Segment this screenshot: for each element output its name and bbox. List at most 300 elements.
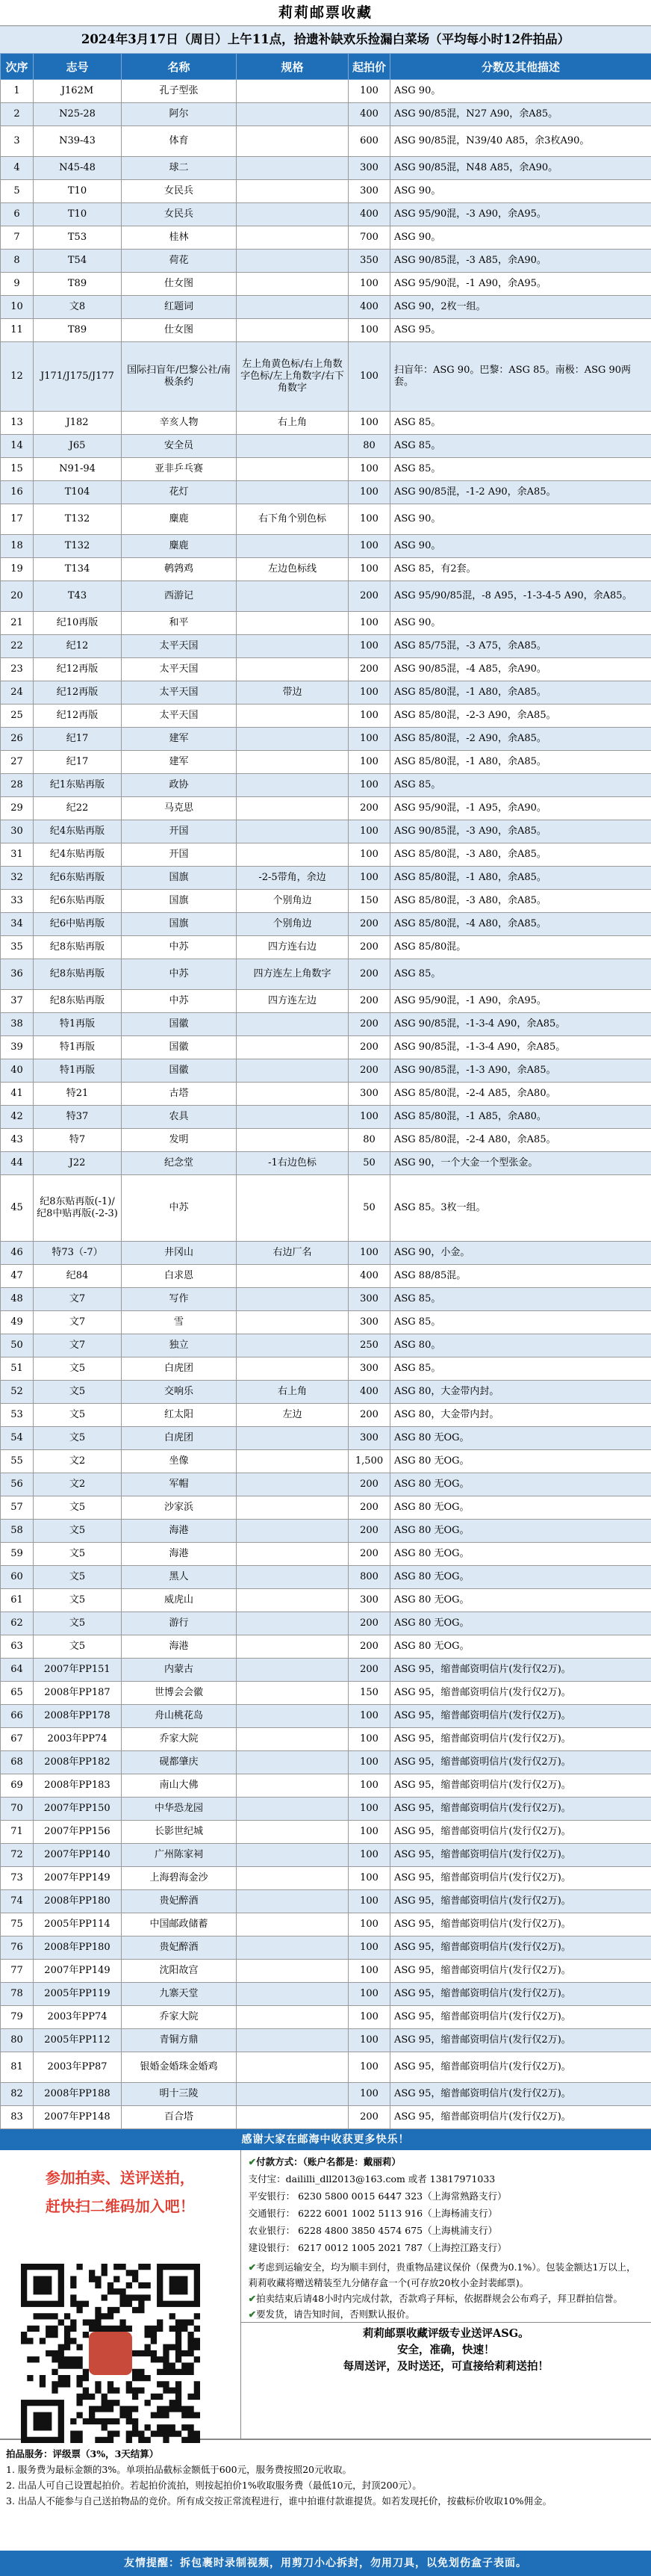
table-row	[1, 2029, 651, 2052]
lot-price: 200	[349, 1543, 390, 1566]
table-row	[1, 226, 651, 250]
lot-desc: ASG 90/85混，N48 A85，余A90。	[390, 157, 651, 180]
table-row	[1, 936, 651, 959]
table-row	[1, 558, 651, 581]
lot-name: 交响乐	[122, 1381, 237, 1404]
lot-price: 100	[349, 2029, 390, 2052]
lot-code: 特1再版	[34, 1036, 122, 1059]
thanks-banner: 感谢大家在邮海中收获更多快乐！	[0, 2129, 651, 2150]
lot-price: 100	[349, 2052, 390, 2083]
lot-code: 文5	[34, 1589, 122, 1612]
lot-code: 文8	[34, 296, 122, 319]
lot-name: 国徽	[122, 1036, 237, 1059]
lot-price: 100	[349, 80, 390, 103]
lot-spec: 四方连右边	[237, 936, 349, 959]
lot-price: 100	[349, 1728, 390, 1751]
lot-name: 辛亥人物	[122, 412, 237, 435]
lot-spec	[237, 1960, 349, 1983]
lot-price: 400	[349, 296, 390, 319]
lot-price: 100	[349, 1751, 390, 1774]
lot-code: T10	[34, 180, 122, 203]
lot-price: 100	[349, 458, 390, 481]
lot-code: T132	[34, 535, 122, 558]
table-row	[1, 959, 651, 990]
lot-code: 纪8东贴再版	[34, 959, 122, 990]
table-row	[1, 1890, 651, 1913]
lot-name: 农具	[122, 1106, 237, 1129]
lot-number: 42	[1, 1106, 34, 1129]
lot-price: 400	[349, 1265, 390, 1288]
lot-number: 13	[1, 412, 34, 435]
lot-name: 政协	[122, 774, 237, 797]
table-row	[1, 1543, 651, 1566]
table-row	[1, 1913, 651, 1936]
lot-spec	[237, 2106, 349, 2129]
lot-spec	[237, 1936, 349, 1960]
lot-number: 56	[1, 1473, 34, 1496]
lot-number: 28	[1, 774, 34, 797]
lot-spec	[237, 1728, 349, 1751]
lot-price: 200	[349, 936, 390, 959]
lot-spec	[237, 1059, 349, 1083]
col-header-code: 志号	[34, 54, 122, 80]
lot-price: 100	[349, 1983, 390, 2006]
lot-name: 古塔	[122, 1083, 237, 1106]
lot-desc: ASG 80 无OG。	[390, 1589, 651, 1612]
lot-number: 10	[1, 296, 34, 319]
lot-price: 100	[349, 751, 390, 774]
lot-spec	[237, 1635, 349, 1659]
lot-code: N91-94	[34, 458, 122, 481]
lot-desc: ASG 95，缩普邮资明信片(发行仅2万)。	[390, 1728, 651, 1751]
lot-desc: ASG 80 无OG。	[390, 1520, 651, 1543]
lot-name: 沈阳故宫	[122, 1960, 237, 1983]
table-row	[1, 458, 651, 481]
lot-number: 18	[1, 535, 34, 558]
col-header-name: 名称	[122, 54, 237, 80]
lot-name: 九寨天堂	[122, 1983, 237, 2006]
lot-name: 国徽	[122, 1059, 237, 1083]
lot-name: 鹌鹑鸡	[122, 558, 237, 581]
lot-name: 开国	[122, 843, 237, 867]
lot-desc: ASG 88/85混。	[390, 1265, 651, 1288]
table-row	[1, 1566, 651, 1589]
grading-line-2: 安全，准确，快速！	[241, 2342, 651, 2359]
lot-desc: ASG 85。	[390, 1311, 651, 1334]
lot-code: T104	[34, 481, 122, 504]
lot-spec	[237, 80, 349, 103]
col-header-price: 起拍价	[349, 54, 390, 80]
lot-name: 独立	[122, 1334, 237, 1357]
lot-price: 400	[349, 203, 390, 226]
lot-name: 长影世纪城	[122, 1821, 237, 1844]
lot-code: 纪6东贴再版	[34, 867, 122, 890]
lot-desc: ASG 95，缩普邮资明信片(发行仅2万)。	[390, 2029, 651, 2052]
lot-name: 国际扫盲年/巴黎公社/南极条约	[122, 342, 237, 412]
lot-spec	[237, 1890, 349, 1913]
lot-number: 72	[1, 1844, 34, 1867]
lot-price: 100	[349, 342, 390, 412]
table-row	[1, 535, 651, 558]
lot-spec	[237, 1612, 349, 1635]
lot-code: T43	[34, 581, 122, 612]
lot-code: 文5	[34, 1612, 122, 1635]
lot-number: 30	[1, 820, 34, 843]
lot-desc: ASG 90。	[390, 612, 651, 635]
table-row	[1, 1404, 651, 1427]
lot-name: 荷花	[122, 250, 237, 273]
lot-spec	[237, 1311, 349, 1334]
lot-desc: ASG 95，缩普邮资明信片(发行仅2万)。	[390, 2006, 651, 2029]
lot-price: 100	[349, 820, 390, 843]
lot-name: 中苏	[122, 990, 237, 1013]
lot-desc: ASG 95，缩普邮资明信片(发行仅2万)。	[390, 1705, 651, 1728]
lot-price: 100	[349, 843, 390, 867]
lot-number: 75	[1, 1913, 34, 1936]
table-row	[1, 435, 651, 458]
lot-price: 200	[349, 658, 390, 681]
lot-desc: ASG 95，缩普邮资明信片(发行仅2万)。	[390, 1751, 651, 1774]
lot-number: 7	[1, 226, 34, 250]
lot-name: 球二	[122, 157, 237, 180]
lot-number: 36	[1, 959, 34, 990]
lot-price: 100	[349, 1106, 390, 1129]
lot-price: 1,500	[349, 1450, 390, 1473]
lot-number: 41	[1, 1083, 34, 1106]
lot-number: 27	[1, 751, 34, 774]
lot-name: 中华恐龙园	[122, 1798, 237, 1821]
lot-name: 白求恩	[122, 1265, 237, 1288]
lot-spec	[237, 1288, 349, 1311]
lot-spec	[237, 1844, 349, 1867]
table-row	[1, 203, 651, 226]
table-row	[1, 1242, 651, 1265]
lot-code: 特37	[34, 1106, 122, 1129]
lot-desc: ASG 95，缩普邮资明信片(发行仅2万)。	[390, 1844, 651, 1867]
table-row	[1, 319, 651, 342]
lot-number: 20	[1, 581, 34, 612]
lot-spec	[237, 296, 349, 319]
lot-price: 100	[349, 481, 390, 504]
lot-spec	[237, 658, 349, 681]
table-row	[1, 890, 651, 913]
rules-title: 拍品服务：评级票（3%，3天结算）	[6, 2446, 645, 2462]
lot-desc: ASG 95，缩普邮资明信片(发行仅2万)。	[390, 1659, 651, 1682]
lot-price: 200	[349, 1013, 390, 1036]
lot-number: 64	[1, 1659, 34, 1682]
lot-number: 46	[1, 1242, 34, 1265]
lot-number: 61	[1, 1589, 34, 1612]
lot-spec	[237, 581, 349, 612]
lot-code: 文2	[34, 1473, 122, 1496]
lot-desc: ASG 90/85混，N27 A90，余A85。	[390, 103, 651, 126]
lot-desc: ASG 90/85混，-3 A85，余A90。	[390, 250, 651, 273]
lot-desc: ASG 90/85混，-1-3-4 A90，余A85。	[390, 1036, 651, 1059]
lot-spec	[237, 126, 349, 157]
lot-spec	[237, 820, 349, 843]
lot-price: 300	[349, 157, 390, 180]
lot-code: 2008年PP188	[34, 2083, 122, 2106]
lot-price: 300	[349, 1083, 390, 1106]
lot-spec	[237, 612, 349, 635]
payment-info	[241, 2150, 651, 2256]
lot-code: 文2	[34, 1450, 122, 1473]
lot-code: 文5	[34, 1566, 122, 1589]
lot-name: 坐像	[122, 1450, 237, 1473]
lot-code: 2007年PP148	[34, 2106, 122, 2129]
lot-name: 发明	[122, 1129, 237, 1152]
lot-code: 纪22	[34, 797, 122, 820]
notes	[241, 2256, 651, 2322]
lot-price: 100	[349, 558, 390, 581]
lot-price: 400	[349, 1381, 390, 1404]
lot-desc: ASG 95/90/85混，-8 A95，-1-3-4-5 A90，余A85。	[390, 581, 651, 612]
lot-name: 桂林	[122, 226, 237, 250]
table-row	[1, 1106, 651, 1129]
lot-price: 100	[349, 1844, 390, 1867]
note-item: ✔拍卖结束后请48小时内完成付款，否款鸡子拜标，依据群规会公布鸡子，拜卫群拍信誉。	[249, 2291, 644, 2306]
lot-name: 百合塔	[122, 2106, 237, 2129]
qr-code-icon[interactable]	[21, 2264, 200, 2443]
alipay-line: 支付宝：daililli_dll2013@163.com 或者 13817971033	[249, 2170, 644, 2188]
lot-name: 红题词	[122, 296, 237, 319]
lot-spec	[237, 728, 349, 751]
page-subtitle: 2024年3月17日（周日）上午11点，拾遗补缺欢乐捡漏白菜场（平均每小时12件拍品）	[0, 25, 651, 53]
lot-number: 21	[1, 612, 34, 635]
table-row	[1, 1311, 651, 1334]
lot-code: 纪17	[34, 728, 122, 751]
lot-price: 200	[349, 1612, 390, 1635]
lot-spec	[237, 435, 349, 458]
lot-price: 100	[349, 1936, 390, 1960]
lot-spec: 右下角个别色标	[237, 504, 349, 535]
lot-price: 100	[349, 1774, 390, 1798]
lot-name: 国徽	[122, 1013, 237, 1036]
col-header-no: 次序	[1, 54, 34, 80]
lot-price: 200	[349, 1059, 390, 1083]
lot-spec	[237, 843, 349, 867]
lot-code: J65	[34, 435, 122, 458]
lot-price: 800	[349, 1566, 390, 1589]
table-row	[1, 2083, 651, 2106]
table-row	[1, 273, 651, 296]
lot-spec	[237, 1357, 349, 1381]
lot-price: 200	[349, 1404, 390, 1427]
lot-name: 广州陈家祠	[122, 1844, 237, 1867]
lot-spec	[237, 2006, 349, 2029]
bank-line: 建设银行： 6217 0012 1005 2021 787（上海控江路支行）	[249, 2239, 644, 2256]
lot-desc: ASG 95，缩普邮资明信片(发行仅2万)。	[390, 1682, 651, 1705]
lot-spec: 带边	[237, 681, 349, 705]
table-row	[1, 126, 651, 157]
lot-name: 世博会会徽	[122, 1682, 237, 1705]
lot-desc: ASG 80，大金带内封。	[390, 1404, 651, 1427]
table-row	[1, 180, 651, 203]
lot-desc: ASG 85。	[390, 458, 651, 481]
lot-name: 建军	[122, 728, 237, 751]
lot-number: 1	[1, 80, 34, 103]
lot-code: 2003年PP74	[34, 1728, 122, 1751]
lot-code: 特7	[34, 1129, 122, 1152]
lot-spec	[237, 635, 349, 658]
lot-name: 银婚金婚珠金婚鸡	[122, 2052, 237, 2083]
lot-spec	[237, 1473, 349, 1496]
lot-code: 2008年PP178	[34, 1705, 122, 1728]
lot-number: 68	[1, 1751, 34, 1774]
lot-name: 中苏	[122, 1175, 237, 1242]
lot-desc: ASG 90，2枚一组。	[390, 296, 651, 319]
lot-name: 麋鹿	[122, 504, 237, 535]
lot-number: 24	[1, 681, 34, 705]
grading-line-1: 莉莉邮票收藏评级专业送评ASG。	[241, 2326, 651, 2342]
table-row	[1, 1473, 651, 1496]
promo-line-1: 参加拍卖、送评送拍，	[0, 2164, 240, 2192]
lot-number: 78	[1, 1983, 34, 2006]
lot-price: 200	[349, 1496, 390, 1520]
lot-desc: ASG 85。3枚一组。	[390, 1175, 651, 1242]
lot-name: 仕女图	[122, 319, 237, 342]
lot-price: 100	[349, 774, 390, 797]
lot-code: T54	[34, 250, 122, 273]
note-item: ✔要发货，请告知时间，否则默认报价。	[249, 2306, 644, 2322]
lot-desc: ASG 85/80混，-1 A85，余A80。	[390, 1106, 651, 1129]
lot-code: 文5	[34, 1404, 122, 1427]
lot-name: 阿尔	[122, 103, 237, 126]
lot-code: 纪12再版	[34, 658, 122, 681]
table-row	[1, 1612, 651, 1635]
lot-price: 100	[349, 1705, 390, 1728]
lot-name: 红太阳	[122, 1404, 237, 1427]
lot-price: 100	[349, 2083, 390, 2106]
lot-name: 孔子型张	[122, 80, 237, 103]
lot-desc: ASG 90。	[390, 226, 651, 250]
lot-code: 2007年PP140	[34, 1844, 122, 1867]
lot-code: T89	[34, 273, 122, 296]
lot-spec: 右上角	[237, 1381, 349, 1404]
table-row	[1, 681, 651, 705]
table-row	[1, 728, 651, 751]
table-row	[1, 635, 651, 658]
lot-number: 74	[1, 1890, 34, 1913]
lot-desc: ASG 80，大金带内封。	[390, 1381, 651, 1404]
lot-price: 200	[349, 2106, 390, 2129]
table-row	[1, 1152, 651, 1175]
bank-line: 交通银行： 6222 6001 1002 5113 916（上海杨浦支行）	[249, 2205, 644, 2222]
lot-price: 100	[349, 273, 390, 296]
lot-desc: ASG 95，缩普邮资明信片(发行仅2万)。	[390, 2052, 651, 2083]
lot-spec	[237, 2029, 349, 2052]
lot-desc: ASG 85。	[390, 435, 651, 458]
lot-number: 6	[1, 203, 34, 226]
lot-name: 太平天国	[122, 635, 237, 658]
lot-name: 女民兵	[122, 180, 237, 203]
table-row	[1, 1659, 651, 1682]
lot-number: 49	[1, 1311, 34, 1334]
lot-desc: ASG 85/80混。	[390, 936, 651, 959]
lot-number: 17	[1, 504, 34, 535]
lot-code: T132	[34, 504, 122, 535]
lot-spec: 四方连左边	[237, 990, 349, 1013]
lot-spec	[237, 1659, 349, 1682]
lot-spec	[237, 203, 349, 226]
lot-number: 69	[1, 1774, 34, 1798]
table-row	[1, 1682, 651, 1705]
lot-price: 150	[349, 1682, 390, 1705]
lot-code: 文5	[34, 1496, 122, 1520]
table-row	[1, 867, 651, 890]
lot-desc: ASG 80 无OG。	[390, 1473, 651, 1496]
lot-desc: ASG 85/80混，-4 A80，余A85。	[390, 913, 651, 936]
lot-desc: ASG 95，缩普邮资明信片(发行仅2万)。	[390, 1890, 651, 1913]
table-row	[1, 2106, 651, 2129]
lot-number: 38	[1, 1013, 34, 1036]
lot-name: 纪念堂	[122, 1152, 237, 1175]
table-row	[1, 1728, 651, 1751]
payment-panel	[241, 2150, 651, 2439]
lot-desc: ASG 80 无OG。	[390, 1612, 651, 1635]
lot-code: T134	[34, 558, 122, 581]
lot-code: 2003年PP74	[34, 2006, 122, 2029]
table-row	[1, 412, 651, 435]
lot-spec	[237, 1751, 349, 1774]
lot-spec	[237, 535, 349, 558]
lot-number: 76	[1, 1936, 34, 1960]
lot-number: 57	[1, 1496, 34, 1520]
lot-desc: ASG 85/80混，-2-4 A80，余A85。	[390, 1129, 651, 1152]
lot-number: 9	[1, 273, 34, 296]
lot-spec	[237, 319, 349, 342]
lot-spec	[237, 273, 349, 296]
lot-number: 44	[1, 1152, 34, 1175]
lot-price: 80	[349, 435, 390, 458]
lot-number: 3	[1, 126, 34, 157]
lot-number: 23	[1, 658, 34, 681]
lot-desc: ASG 95，缩普邮资明信片(发行仅2万)。	[390, 1774, 651, 1798]
lot-number: 43	[1, 1129, 34, 1152]
lot-name: 海港	[122, 1520, 237, 1543]
lot-number: 62	[1, 1612, 34, 1635]
lot-price: 200	[349, 1659, 390, 1682]
lot-price: 50	[349, 1175, 390, 1242]
lot-spec	[237, 1774, 349, 1798]
table-row	[1, 797, 651, 820]
lot-desc: ASG 80 无OG。	[390, 1635, 651, 1659]
lot-price: 100	[349, 1821, 390, 1844]
lot-price: 600	[349, 126, 390, 157]
lot-spec: -2-5带角，余边	[237, 867, 349, 890]
lot-desc: ASG 85/80混，-3 A80，余A85。	[390, 890, 651, 913]
table-row	[1, 1129, 651, 1152]
lot-desc: ASG 90。	[390, 535, 651, 558]
lot-name: 中苏	[122, 959, 237, 990]
lot-spec: 右上角	[237, 412, 349, 435]
lot-number: 22	[1, 635, 34, 658]
table-row	[1, 1844, 651, 1867]
table-row	[1, 1751, 651, 1774]
lot-spec	[237, 180, 349, 203]
lot-price: 100	[349, 319, 390, 342]
lot-name: 开国	[122, 820, 237, 843]
promo-line-2: 赶快扫二维码加入吧！	[0, 2192, 240, 2220]
lot-number: 14	[1, 435, 34, 458]
lot-name: 黑人	[122, 1566, 237, 1589]
lot-spec	[237, 157, 349, 180]
lot-code: 纪12再版	[34, 705, 122, 728]
lot-spec	[237, 774, 349, 797]
check-icon: ✔	[249, 2293, 256, 2304]
lot-name: 太平天国	[122, 705, 237, 728]
lot-code: 纪10再版	[34, 612, 122, 635]
